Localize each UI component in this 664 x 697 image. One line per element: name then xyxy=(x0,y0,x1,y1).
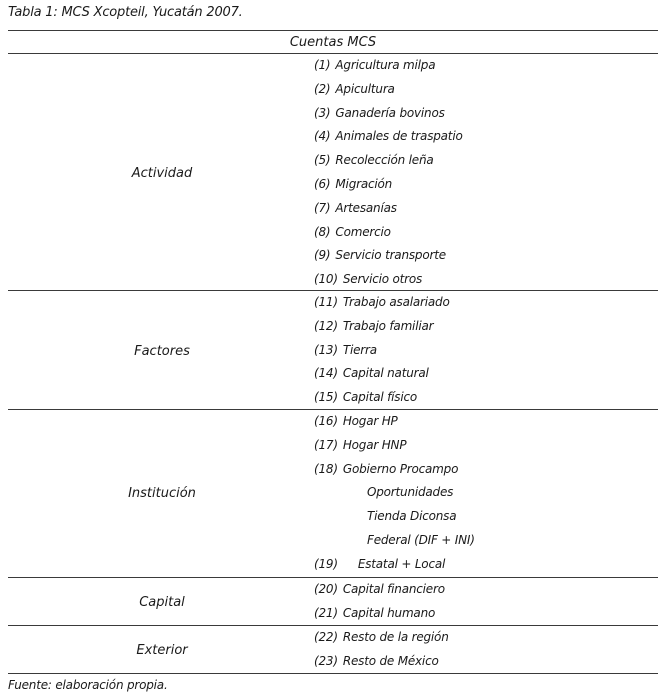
item-label: Ganadería bovinos xyxy=(335,105,445,120)
item-label: Capital natural xyxy=(342,366,429,381)
list-item xyxy=(314,295,450,309)
item-number: (9) xyxy=(314,248,331,263)
item-number: (23) xyxy=(314,653,338,668)
item-label: Gobierno Procampo xyxy=(342,461,459,476)
list-item xyxy=(314,225,391,239)
list-item xyxy=(314,201,397,215)
table-source: Fuente: elaboración propia. xyxy=(8,678,168,692)
list-item xyxy=(314,414,398,428)
item-number: (18) xyxy=(314,461,338,476)
list-item xyxy=(314,582,445,596)
list-item xyxy=(314,366,429,380)
item-label: Tierra xyxy=(342,342,377,357)
item-number: (19) xyxy=(314,556,338,571)
item-number: (20) xyxy=(314,582,338,596)
item-label: Hogar HNP xyxy=(342,437,407,452)
item-label: Resto de la región xyxy=(342,630,449,644)
table-caption: Tabla 1: MCS Xcopteil, Yucatán 2007. xyxy=(8,5,243,20)
list-item xyxy=(314,153,434,167)
item-number: (4) xyxy=(314,129,331,144)
list-item xyxy=(367,509,456,523)
item-label: Resto de México xyxy=(342,653,439,668)
list-item xyxy=(314,390,417,404)
item-label: Hogar HP xyxy=(342,414,398,428)
item-label: Capital financiero xyxy=(342,582,445,596)
item-number: (2) xyxy=(314,81,331,96)
item-number: (8) xyxy=(314,224,331,239)
list-item xyxy=(314,82,395,96)
item-number: (7) xyxy=(314,200,331,215)
item-number: (12) xyxy=(314,318,338,333)
item-number: (6) xyxy=(314,177,331,191)
list-item xyxy=(314,438,406,452)
item-label: Apicultura xyxy=(335,81,395,96)
top-rule xyxy=(8,30,658,31)
item-label: Recolección leña xyxy=(335,153,434,168)
item-label: Migración xyxy=(335,177,393,191)
item-number: (21) xyxy=(314,605,338,620)
list-item xyxy=(314,248,446,262)
group-label-0: Actividad xyxy=(131,166,193,181)
group-divider xyxy=(8,577,658,578)
item-number: (5) xyxy=(314,153,331,168)
list-item xyxy=(314,606,435,620)
list-item xyxy=(314,319,433,333)
group-divider xyxy=(8,409,658,410)
item-label: Trabajo asalariado xyxy=(342,295,450,309)
item-label: Estatal + Local xyxy=(357,556,446,571)
item-label: Comercio xyxy=(335,224,391,239)
item-number: (22) xyxy=(314,630,338,644)
list-item xyxy=(367,533,475,547)
group-label-3: Capital xyxy=(139,594,185,610)
item-label: Tienda Diconsa xyxy=(367,509,457,524)
item-number: (17) xyxy=(314,437,338,452)
item-label: Oportunidades xyxy=(367,485,454,500)
item-number: (11) xyxy=(314,295,338,309)
group-label-2: Institución xyxy=(128,486,196,502)
item-label: Capital físico xyxy=(342,390,418,405)
list-item xyxy=(314,272,422,286)
list-item xyxy=(314,343,377,357)
group-divider xyxy=(8,290,658,291)
list-item xyxy=(314,462,458,476)
item-number: (15) xyxy=(314,390,338,405)
item-number: (13) xyxy=(314,342,338,357)
list-item xyxy=(314,557,445,571)
list-item xyxy=(314,630,449,644)
group-label-4: Exterior xyxy=(136,642,188,658)
list-item xyxy=(314,106,445,120)
column-header: Cuentas MCS xyxy=(289,35,377,50)
item-number: (1) xyxy=(314,58,331,72)
item-label: Federal (DIF + INI) xyxy=(367,533,475,547)
item-label: Trabajo familiar xyxy=(342,318,434,333)
item-number: (14) xyxy=(314,366,338,381)
item-label: Agricultura milpa xyxy=(335,58,436,72)
item-label: Servicio transporte xyxy=(335,248,446,263)
header-rule xyxy=(8,53,658,54)
list-item xyxy=(314,177,392,191)
item-label: Servicio otros xyxy=(342,272,423,287)
item-label: Capital humano xyxy=(342,605,436,620)
item-number: (10) xyxy=(314,272,338,287)
item-label: Animales de traspatio xyxy=(335,129,463,144)
list-item xyxy=(314,654,439,668)
item-label: Artesanías xyxy=(335,200,397,215)
item-number: (3) xyxy=(314,105,331,120)
list-item xyxy=(314,58,435,72)
group-label-1: Factores xyxy=(134,343,190,359)
list-item xyxy=(314,129,463,143)
bottom-rule xyxy=(8,673,658,674)
group-divider xyxy=(8,625,658,626)
item-number: (16) xyxy=(314,414,338,428)
list-item xyxy=(367,485,453,499)
